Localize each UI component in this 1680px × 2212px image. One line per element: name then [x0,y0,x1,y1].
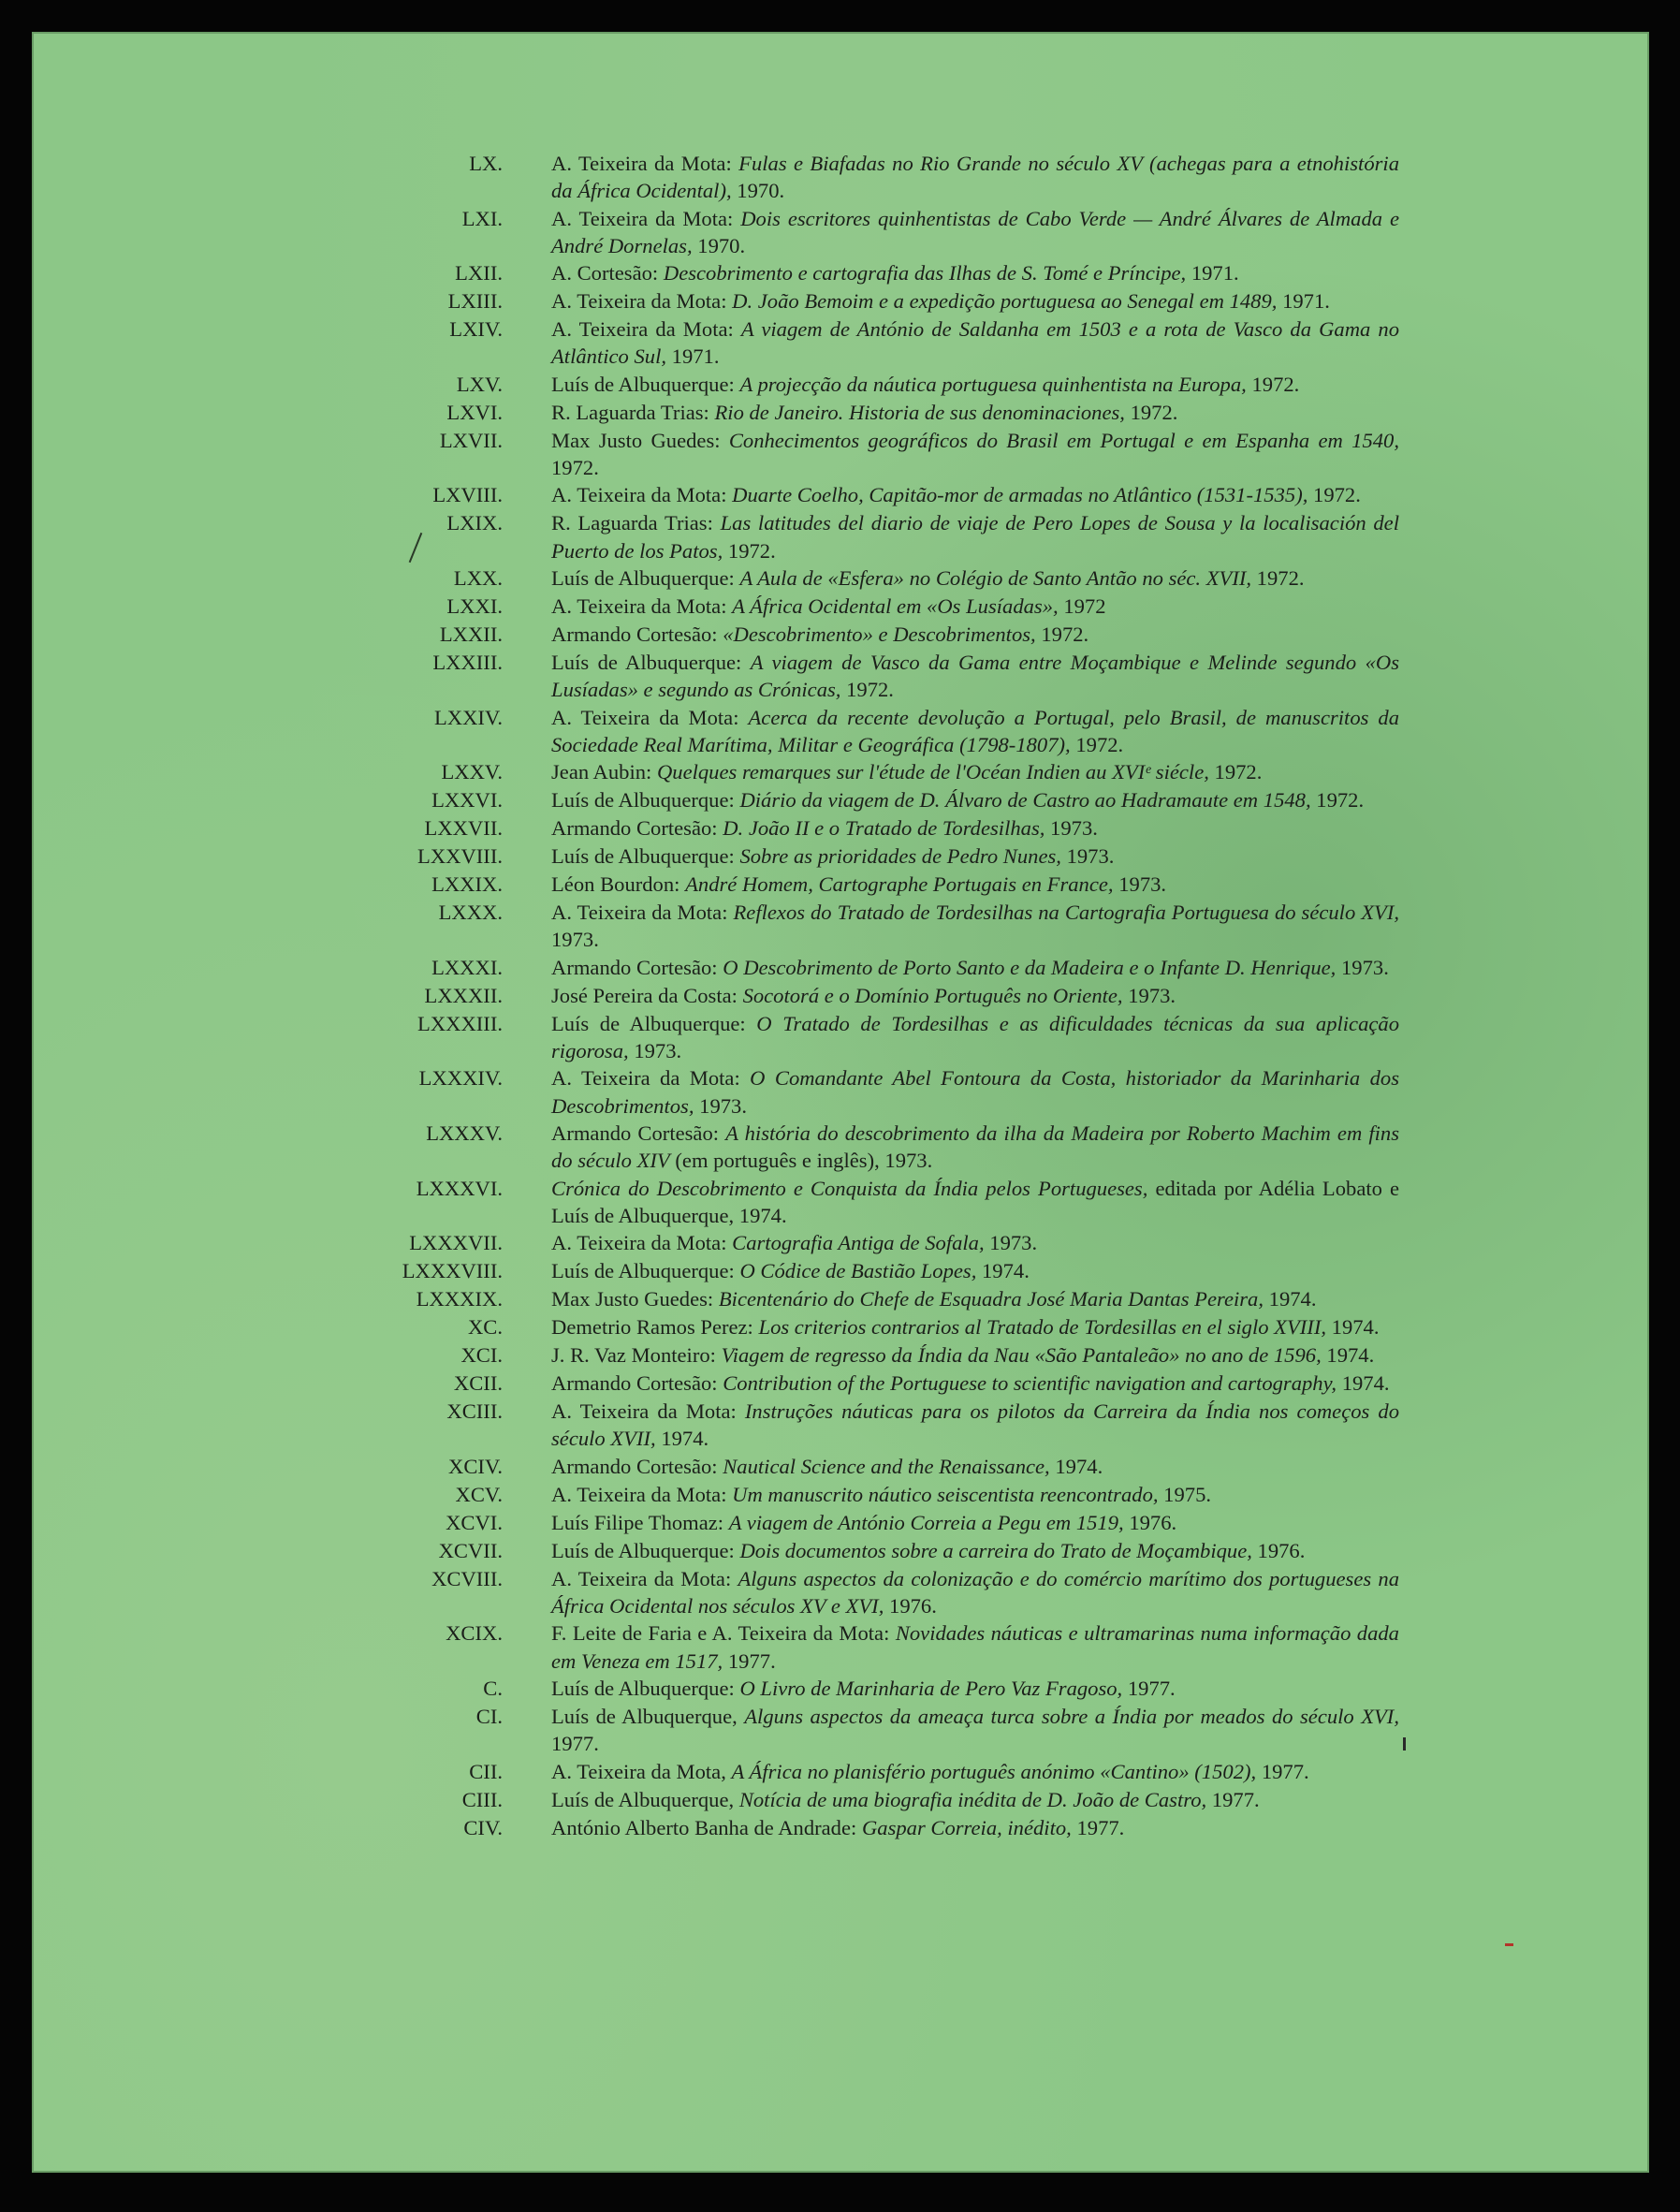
entry-author: Demetrio Ramos Perez: [551,1315,753,1340]
list-item [34,842,1651,871]
entry-text [551,1257,1399,1284]
entry-text [551,786,1399,813]
list-item [34,1481,1651,1509]
entry-number: CI. [475,1704,503,1728]
entry-details: 1977. [727,1648,776,1673]
entry-details: 1973. [1118,872,1167,897]
entry-title: Acerca da recente devolução a Portugal, pelo Brasil, de manuscritos da Sociedade Real Marítima, Militar e Geográfica (1798-1807), [551,705,1399,756]
entry-number: CIII. [461,1787,503,1811]
entry-number: LXXV. [441,760,503,784]
entry-author: Luís Filipe Thomaz: [551,1510,724,1534]
entry-text [551,1453,1399,1480]
entry-text [551,1010,1399,1065]
entry-title: Diário da viagem de D. Álvaro de Castro ao Hadramaute em 1548, [739,788,1311,813]
entry-author: Luís de Albuquerque, [551,1704,738,1728]
list-item [34,150,1651,205]
entry-title: Viagem de regresso da Índia da Nau «São Pantaleão» no ano de 1596, [721,1343,1322,1368]
entry-details: 1974. [1326,1343,1375,1368]
entry-details: 1970. [737,179,785,203]
entry-details: 1972. [1041,622,1089,646]
list-item [34,621,1651,649]
entry-details: 1973. [989,1231,1038,1255]
entry-number: LXVII. [439,428,503,452]
entry-number: XCVII. [438,1538,503,1562]
entry-details: 1973. [1050,816,1098,841]
entry-number: XCVI. [446,1510,503,1534]
entry-author: A. Teixeira da Mota: [551,901,728,925]
entry-number: LXXXIX. [416,1287,503,1311]
list-item [34,649,1651,704]
entry-details: 1970. [697,233,746,257]
entry-text [551,1313,1399,1340]
entry-details: 1976. [1257,1538,1306,1562]
entry-title: O Códice de Bastião Lopes, [739,1259,977,1283]
entry-details: 1972 [1063,593,1106,618]
entry-number: LXI. [461,206,503,230]
entry-title: Dois documentos sobre a carreira do Trato de Moçambique, [739,1538,1252,1562]
entry-author: Armando Cortesão: [551,1454,718,1478]
entry-text [551,1398,1399,1453]
list-item [34,315,1651,371]
entry-details: 1976. [1129,1510,1177,1534]
list-item [34,1175,1651,1230]
entry-title: A viagem de António Correia a Pegu em 1519, [728,1510,1124,1534]
list-item [34,758,1651,786]
entry-text [551,649,1399,704]
entry-details: 1973. [1341,955,1389,979]
entry-number: LXXXVI. [416,1176,503,1200]
entry-text [551,1370,1399,1397]
list-item [34,1313,1651,1341]
entry-title: Cartografia Antiga de Sofala, [732,1231,985,1255]
entry-number: LXXI. [446,593,503,618]
entry-number: LXVI. [446,400,503,424]
list-item [34,1453,1651,1481]
entry-title: A viagem de António de Saldanha em 1503 e a rota de Vasco da Gama no Atlântico Sul, [551,317,1399,369]
entry-author: J. R. Vaz Monteiro: [551,1343,716,1368]
entry-number: LXXXVIII. [402,1259,503,1283]
entry-author: A. Teixeira da Mota: [551,593,727,618]
entry-number: LXXII. [439,622,503,646]
entry-text [551,758,1399,785]
entry-text [551,205,1399,260]
entry-title: Reflexos do Tratado de Tordesilhas na Cartografia Portuguesa do século XVI, [733,901,1400,925]
entry-author: A. Teixeira da Mota: [551,1399,737,1424]
entry-author: A. Teixeira da Mota: [551,289,727,314]
entry-number: XCIX. [446,1621,503,1646]
entry-text [551,564,1399,592]
entry-details: 1972. [1251,372,1300,396]
list-item [34,1285,1651,1313]
entry-details: 1972. [1075,732,1124,756]
entry-text [551,1341,1399,1369]
list-item [34,814,1651,842]
entry-text [551,259,1399,286]
entry-author: A. Teixeira da Mota: [551,152,732,175]
entry-details: 1975. [1163,1482,1212,1506]
entry-details: 1972. [1130,400,1178,424]
entry-title: O Tratado de Tordesilhas e as dificuldades técnicas da sua aplicação rigorosa, [551,1011,1399,1063]
entry-title: Sobre as prioridades de Pedro Nunes, [739,844,1061,869]
entry-text [551,287,1399,315]
entry-details: 1971. [1282,289,1330,314]
entry-title: Contribution of the Portuguese to scientific navigation and cartography, [723,1371,1337,1396]
entry-title: Um manuscrito náutico seiscentista reencontrado, [732,1482,1159,1506]
entry-title: André Homem, Cartographe Portugais en France, [685,872,1114,897]
entry-author: Luís de Albuquerque: [551,844,735,869]
list-item [34,954,1651,982]
entry-text [551,481,1399,508]
list-item [34,481,1651,509]
list-item [34,509,1651,564]
entry-details: 1977. [1076,1815,1125,1839]
entry-number: LXXVIII. [417,844,503,869]
entry-number: LXIV. [449,317,503,342]
entry-title: «Descobrimento» e Descobrimentos, [723,622,1036,646]
list-item [34,287,1651,315]
entry-details: 1973. [551,928,599,952]
entry-author: A. Teixeira da Mota: [551,1231,727,1255]
list-item [34,1786,1651,1814]
entry-details: 1977. [1211,1787,1260,1811]
entry-author: Max Justo Guedes: [551,1287,714,1311]
entry-text [551,871,1399,898]
entry-text [551,814,1399,842]
entry-text [551,1229,1399,1256]
entry-text [551,1481,1399,1508]
entry-author: A. Teixeira da Mota: [551,1566,732,1590]
list-item [34,593,1651,621]
entry-author: Max Justo Guedes: [551,428,721,452]
entry-number: LXVIII. [432,483,503,507]
entry-author: Luís de Albuquerque: [551,788,735,813]
entry-text [551,315,1399,371]
entry-author: Armando Cortesão: [551,816,718,841]
entry-number: LXXX. [438,901,503,925]
list-item [34,1120,1651,1175]
entry-number: LXXIII. [432,650,503,674]
entry-number: XCVIII. [431,1566,503,1590]
entry-details: 1973. [1066,844,1115,869]
entry-title: O Comandante Abel Fontoura da Costa, historiador da Marinharia dos Descobrimentos, [551,1066,1399,1118]
entry-number: LXXIV. [433,705,503,729]
entry-number: LXXXV. [426,1121,503,1145]
entry-author: R. Laguarda Trias: [551,400,709,424]
entry-title: Novidades náuticas e ultramarinas numa informação dada em Veneza em 1517, [551,1621,1399,1673]
entry-title: A África no planisfério português anónimo «Cantino» (1502), [731,1759,1257,1783]
entry-number: LX. [469,152,503,175]
entry-text [551,621,1399,648]
entry-author: Luís de Albuquerque: [551,1676,735,1700]
entry-title: Notícia de uma biografia inédita de D. João de Castro, [738,1787,1207,1811]
entry-title: A Aula de «Esfera» no Colégio de Santo Antão no séc. XVII, [739,565,1252,590]
entry-text [551,704,1399,759]
entry-title: Fulas e Biafadas no Rio Grande no século XV (achegas para a etnohistória da África Ocidental), [551,152,1399,203]
entry-details: 1974. [982,1259,1030,1283]
entry-title: Bicentenário do Chefe de Esquadra José Maria Dantas Pereira, [718,1287,1264,1311]
entry-details: editada por Adélia Lobato e Luís de Albuquerque, 1974. [551,1176,1399,1227]
list-item [34,1509,1651,1537]
entry-number: XC. [467,1315,503,1340]
entry-author: F. Leite de Faria e A. Teixeira da Mota: [551,1621,890,1646]
entry-author: A. Teixeira da Mota, [551,1759,726,1783]
entry-author: A. Teixeira da Mota: [551,705,739,729]
entry-number: XCV. [455,1482,503,1506]
entry-text [551,1120,1399,1175]
list-item [34,1010,1651,1065]
entry-title: Nautical Science and the Renaissance, [723,1454,1050,1478]
entry-details: 1977. [1127,1676,1176,1700]
entry-details: 1972. [551,456,599,480]
entry-number: XCIII. [446,1399,503,1424]
entry-title: Alguns aspectos da colonização e do comércio marítimo dos portugueses na África Ocidental nos séculos XV e XVI, [551,1566,1399,1619]
entry-details: 1972. [1316,788,1365,813]
entry-author: Armando Cortesão: [551,1121,720,1145]
entry-text [551,1703,1399,1758]
entry-title: A história do descobrimento da ilha da Madeira por Roberto Machim em fins do século XIV [551,1121,1399,1173]
entry-details: 1972. [1214,760,1263,784]
entry-author: António Alberto Banha de Andrade: [551,1815,857,1839]
entry-number: LXXIX. [431,872,503,897]
entry-author: Luís de Albuquerque: [551,565,735,590]
entry-author: Luís de Albuquerque: [551,1538,735,1562]
entry-author: A. Teixeira da Mota: [551,483,727,507]
entry-author: A. Teixeira da Mota: [551,1066,740,1091]
entry-text [551,427,1399,482]
list-item [34,1370,1651,1398]
list-item [34,1537,1651,1565]
list-item [34,871,1651,899]
entry-details: 1972. [846,678,894,702]
entry-title: Duarte Coelho, Capitão-mor de armadas no Atlântico (1531-1535), [732,483,1308,507]
list-item [34,1814,1651,1842]
entry-author: Luís de Albuquerque, [551,1787,735,1811]
entry-details: 1974. [1331,1315,1380,1340]
entry-title: O Livro de Marinharia de Pero Vaz Fragoso, [739,1676,1123,1700]
entry-author: Armando Cortesão: [551,955,718,979]
entry-number: XCIV. [448,1454,503,1478]
entry-text [551,509,1399,564]
list-item [34,1341,1651,1370]
entry-author: A. Cortesão: [551,261,659,286]
list-item [34,1565,1651,1620]
entry-text [551,1175,1399,1230]
list-item [34,982,1651,1010]
entry-text [551,1565,1399,1620]
entry-author: Léon Bourdon: [551,872,680,897]
entry-text [551,842,1399,870]
entry-details: 1971. [1191,261,1239,286]
entry-number: CIV. [463,1815,503,1839]
entry-details: 1977. [551,1732,599,1756]
entry-number: XCI. [460,1343,503,1368]
entry-text [551,593,1399,620]
entry-details: 1974. [661,1427,709,1451]
page-sheet [32,32,1649,2173]
entry-details: 1971. [671,344,720,369]
entry-details: 1974. [1341,1371,1390,1396]
entry-text [551,982,1399,1009]
entry-title: A viagem de Vasco da Gama entre Moçambique e Melinde segundo «Os Lusíadas» e segundo as Crónicas, [551,650,1399,702]
list-item [34,1064,1651,1120]
entry-number: LXX. [453,565,503,590]
entry-number: CII. [469,1759,503,1783]
list-item [34,205,1651,260]
entry-number: LXXXI. [431,955,503,979]
entry-author: Luís de Albuquerque: [551,650,742,674]
list-item [34,1703,1651,1758]
entry-number: LXIII. [447,289,503,314]
entry-author: Luís de Albuquerque: [551,1011,746,1035]
entry-text [551,954,1399,981]
entry-author: Armando Cortesão: [551,622,718,646]
entry-details: (em português e inglês), 1973. [675,1149,933,1173]
entry-details: 1972. [727,538,776,563]
entry-title: Gaspar Correia, inédito, [861,1815,1072,1839]
entry-text [551,150,1399,205]
list-item [34,564,1651,593]
entry-text [551,399,1399,426]
entry-details: 1977. [1261,1759,1309,1783]
entry-title: Conhecimentos geográficos do Brasil em Portugal e em Espanha em 1540, [728,428,1399,452]
entry-number: LXXXIV. [418,1066,503,1091]
entry-number: LXXVI. [431,788,503,813]
list-item [34,1619,1651,1675]
list-item [34,704,1651,759]
list-item [34,1675,1651,1703]
entry-text [551,1537,1399,1564]
list-item [34,399,1651,427]
entry-details: 1972. [1313,483,1361,507]
entry-number: LXIX. [446,511,503,535]
list-item [34,1398,1651,1453]
ink-speck [1505,1943,1513,1946]
entry-title: A projecção da náutica portuguesa quinhentista na Europa, [739,372,1247,396]
entry-author: José Pereira da Costa: [551,983,738,1007]
entry-details: 1972. [1256,565,1305,590]
entry-number: LXXVII. [424,816,503,841]
entry-author: A. Teixeira da Mota: [551,206,734,230]
entry-author: Luís de Albuquerque: [551,372,735,396]
entry-text [551,1758,1399,1785]
list-item [34,1229,1651,1257]
entry-title: Instruções náuticas para os pilotos da Carreira da Índia nos começos do século XVII, [551,1399,1400,1451]
entry-text [551,1285,1399,1312]
entry-text [551,1064,1399,1120]
entry-number: LXXXIII. [417,1011,503,1035]
entry-number: LXXXVII. [409,1231,503,1255]
entry-title: Socotorá e o Domínio Português no Oriente, [742,983,1123,1007]
entry-title: O Descobrimento de Porto Santo e da Madeira e o Infante D. Henrique, [723,955,1337,979]
entry-author: Armando Cortesão: [551,1371,718,1396]
entry-number: XCII. [453,1371,503,1396]
list-item [34,899,1651,954]
entry-details: 1973. [634,1039,682,1063]
entry-details: 1976. [889,1594,937,1619]
entry-text [551,1786,1399,1813]
entry-details: 1973. [699,1093,747,1118]
entry-author: Luís de Albuquerque: [551,1259,735,1283]
entry-title: Alguns aspectos da ameaça turca sobre a Índia por meados do século XVI, [744,1704,1399,1728]
entry-author: A. Teixeira da Mota: [551,1482,727,1506]
entry-author: A. Teixeira da Mota: [551,317,734,342]
entry-text [551,899,1399,954]
entry-number: LXII. [455,261,503,286]
list-item [34,259,1651,287]
entry-text [551,371,1399,398]
entry-number: C. [483,1676,503,1700]
entry-title: D. João Bemoim e a expedição portuguesa ao Senegal em 1489, [732,289,1278,314]
list-item [34,371,1651,399]
entry-title: A África Ocidental em «Os Lusíadas», [732,593,1059,618]
entry-details: 1973. [1128,983,1176,1007]
entry-number: LXXXII. [424,983,503,1007]
entry-title: Crónica do Descobrimento e Conquista da Índia pelos Portugueses, [551,1176,1148,1200]
list-item [34,427,1651,482]
entry-author: R. Laguarda Trias: [551,511,713,535]
entry-text [551,1814,1399,1841]
entry-text [551,1675,1399,1702]
entry-text [551,1619,1399,1675]
entry-title: Descobrimento e cartografia das Ilhas de S. Tomé e Príncipe, [663,261,1187,286]
entry-details: 1974. [1055,1454,1103,1478]
list-item [34,786,1651,814]
entry-title: Las latitudes del diario de viaje de Pero Lopes de Sousa y la localisación del Puerto de los Patos, [551,511,1399,563]
entry-author: Jean Aubin: [551,760,652,784]
entry-details: 1974. [1268,1287,1317,1311]
entry-number: LXV. [456,372,503,396]
entry-title: Rio de Janeiro. Historia de sus denominaciones, [714,400,1125,424]
entry-title: Los criterios contrarios al Tratado de Tordesillas en el siglo XVIII, [758,1315,1326,1340]
entry-title: D. João II e o Tratado de Tordesilhas, [723,816,1045,841]
list-item [34,1758,1651,1786]
list-item [34,1257,1651,1285]
publication-list [34,150,1651,1842]
entry-title: Dois escritores quinhentistas de Cabo Verde — André Álvares de Almada e André Dornelas, [551,206,1399,257]
entry-text [551,1509,1399,1536]
entry-title: Quelques remarques sur l'étude de l'Océan Indien au XVIᵉ siécle, [656,760,1209,784]
